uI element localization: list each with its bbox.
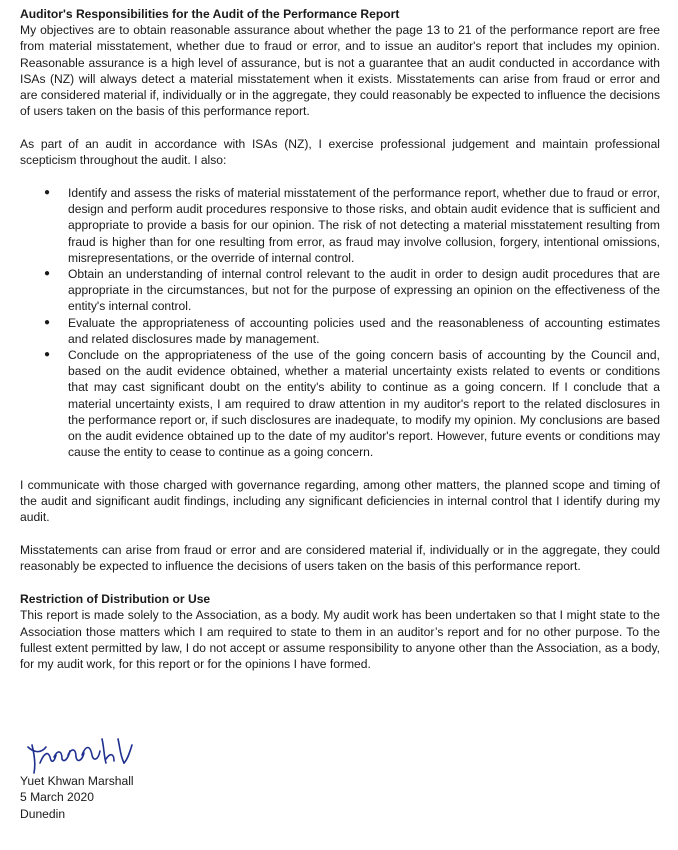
signature-date: 5 March 2020 [20,790,94,805]
bullet-icon: ● [44,349,51,361]
signature-location: Dunedin [20,806,66,821]
list-item-text: Identify and assess the risks of material misstatement of the performance report, whether due to fraud or error, design and perform audit procedures responsive to those risks, and obtain audit evidence that is sufficient and appropriate to provide a basis for our opinion. The risk of not detecting a material misstatement resulting from fraud is higher than for one resulting from error, as fraud may involve collusion, forgery, intentional omissions, misrepresentations, or the override of internal control. [68,186,660,265]
document-page [20,6,660,672]
signer-name: Yuet Khwan Marshall [20,774,134,788]
audit-procedures-list [20,185,660,460]
bullet-icon: ● [44,187,51,199]
bullet-icon: ● [44,268,51,280]
list-item [20,185,660,266]
audit-approach-paragraph: As part of an audit in accordance with ISAs (NZ), I exercise professional judgement and maintain professional scepticism throughout the audit. I also: [20,137,660,168]
list-item-text: Obtain an understanding of internal control relevant to the audit in order to design audit procedures that are appropriate in the circumstances, but not for the purpose of expressing an opinion on the effectiveness of the entity's internal control. [68,267,660,314]
bullet-icon: ● [44,316,51,328]
list-item [20,266,660,315]
list-item [20,347,660,460]
list-item-text: Evaluate the appropriateness of accounting policies used and the reasonableness of accounting estimates and related disclosures made by management. [68,315,660,346]
section-heading-auditors-responsibilities: Auditor's Responsibilities for the Audit of the Performance Report [20,7,400,21]
signature-block [20,733,140,822]
list-item-text: Conclude on the appropriateness of the use of the going concern basis of accounting by the Council and, based on the audit evidence obtained, whether a material uncertainty exists related to events or conditions that may cast significant doubt on the entity's ability to continue as a going concern. If I conclude that a material uncertainty exists, I am required to draw attention in my auditor's report to the related disclosures in the performance report or, if such disclosures are inadequate, to modify my opinion. My conclusions are based on the audit evidence obtained up to the date of my auditor's report. However, future events or conditions may cause the entity to cease to continue as a going concern. [68,348,660,460]
governance-communication-paragraph: I communicate with those charged with governance regarding, among other matters, the planned scope and timing of the audit and significant audit findings, including any significant deficiencies in internal control that I identify during my audit. [20,478,660,525]
misstatements-paragraph: Misstatements can arise from fraud or error and are considered material if, individually or in the aggregate, they could reasonably be expected to influence the decisions of users taken on the basis of this performance report. [20,543,660,574]
list-item [20,315,660,347]
restriction-paragraph: This report is made solely to the Association, as a body. My audit work has been undertaken so that I might state to the Association those matters which I am required to state to them in an auditor’s report and for no other purpose. To the fullest extent permitted by law, I do not accept or assume responsibility to anyone other than the Association, as a body, for my audit work, for this report or for the opinions I have formed. [20,608,660,672]
objectives-paragraph: My objectives are to obtain reasonable assurance about whether the page 13 to 21 of the performance report are free from material misstatement, whether due to fraud or error, and to issue an auditor's report that includes my opinion. Reasonable assurance is a high level of assurance, but is not a guarantee that an audit conducted in accordance with ISAs (NZ) will always detect a material misstatement when it exists. Misstatements can arise from fraud or error and are considered material if, individually or in the aggregate, they could reasonably be expected to influence the decisions of users taken on the basis of this performance report. [20,23,660,119]
section-heading-restriction: Restriction of Distribution or Use [20,592,211,607]
